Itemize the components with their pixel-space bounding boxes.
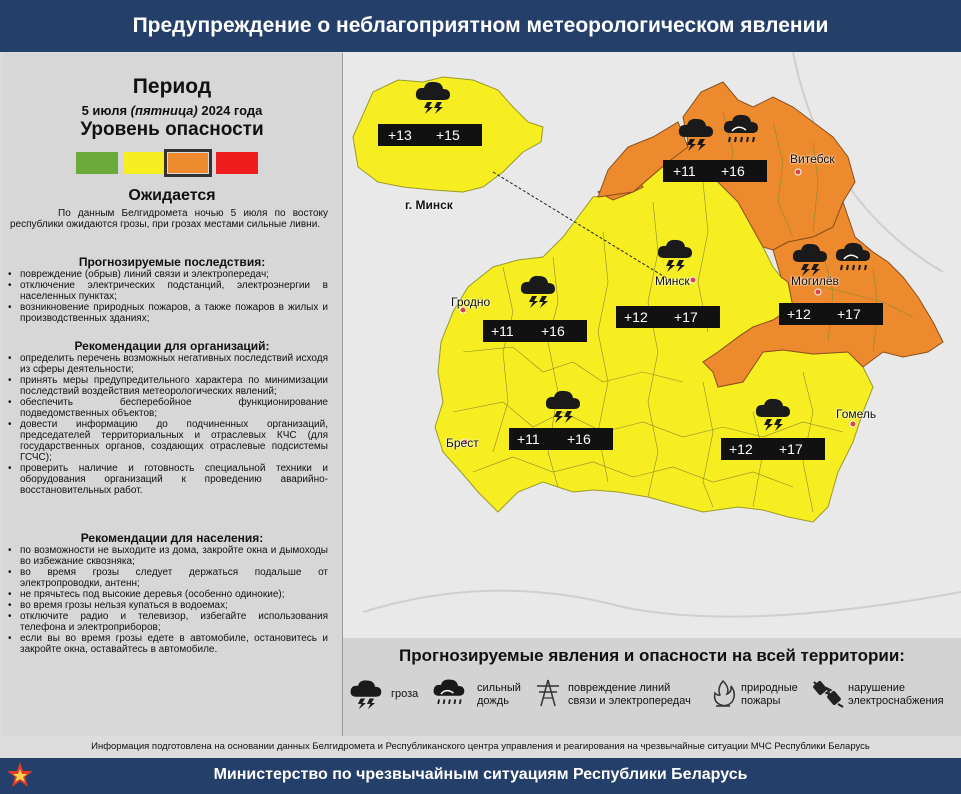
power-line-icon (533, 678, 563, 708)
thunderstorm-icon (348, 678, 384, 710)
list-item: • определить перечень возможных негативных последствий исходя из сферы деятельности; (8, 353, 328, 375)
list-item: • отключение электрических подстанций, электроэнергии в населенных пунктах; (8, 280, 328, 302)
list-item: • если вы во время грозы едете в автомобиле, остановитесь и закройте окна, оставайтесь в автомобиле. (8, 633, 328, 655)
org-recommendations-list (8, 353, 328, 496)
temp-max: +17 (837, 306, 861, 322)
temp-box-gomel (721, 438, 825, 460)
legend-box (343, 638, 961, 736)
temp-min: +11 (517, 431, 540, 447)
page-header (0, 0, 961, 52)
list-item: • принять меры предупредительного характера по минимизации последствий воздействия метеорологических явлений; (8, 375, 328, 397)
temp-max: +16 (541, 323, 565, 339)
city-label-brest: Брест (446, 436, 479, 450)
temp-box-brest (509, 428, 613, 450)
period-date (2, 103, 342, 118)
city-label-vitebsk: Витебск (790, 152, 835, 166)
temp-min: +13 (388, 127, 412, 143)
legend-label-line: дождь (477, 695, 509, 707)
pop-recommendations-title: Рекомендации для населения: (80, 531, 264, 545)
info-panel (2, 53, 343, 736)
legend-label-power-line (568, 682, 691, 708)
legend-title: Прогнозируемые явления и опасности на всей территории: (399, 646, 905, 665)
temp-box-minsk-city (378, 124, 482, 146)
temp-max: +15 (436, 127, 460, 143)
legend-label-thunderstorm: гроза (391, 688, 419, 700)
legend-label-line: повреждение линий (568, 682, 671, 694)
level-orange-selected (168, 153, 208, 173)
legend-label-line: сильный (477, 682, 521, 694)
power-outage-icon (811, 678, 845, 708)
level-yellow (123, 152, 165, 174)
legend-label-wildfire (741, 682, 798, 708)
legend-label-power-outage (848, 682, 944, 708)
temp-min: +12 (787, 306, 811, 322)
list-item: • не прячьтесь под высокие деревья (особенно одинокие); (8, 589, 328, 600)
legend-label-heavy-rain (477, 682, 521, 708)
weather-map (343, 52, 961, 638)
source-info: Информация подготовлена на основании данных Белгидромета и Республиканского центра управления и реагирования на чрезвычайные ситуации МЧС Республики Беларусь (91, 741, 870, 752)
page-title: Предупреждение о неблагоприятном метеорологическом явлении (132, 14, 829, 37)
city-label-mogilev: Могилёв (791, 274, 839, 288)
temp-box-minsk-region (616, 306, 720, 328)
temp-min: +11 (673, 163, 696, 179)
level-red (216, 152, 258, 174)
temp-min: +12 (729, 441, 753, 457)
period-title: Период (132, 75, 212, 98)
city-label-grodno: Гродно (451, 295, 491, 309)
temp-box-mogilev (779, 303, 883, 325)
legend-label-line: электроснабжения (848, 695, 944, 707)
city-label-minsk: Минск (655, 274, 690, 288)
danger-level-title: Уровень опасности (80, 119, 264, 140)
page-footer (0, 758, 961, 794)
temp-box-grodno (483, 320, 587, 342)
level-green (76, 152, 118, 174)
legend-label-line: нарушение (848, 682, 905, 694)
footer-title: Министерство по чрезвычайным ситуациям Республики Беларусь (213, 766, 748, 783)
legend-label-line: связи и электропередач (568, 695, 691, 707)
temp-box-vitebsk (663, 160, 767, 182)
temp-min: +11 (491, 323, 514, 339)
expected-text: По данным Белгидромета ночью 5 июля по востоку республики ожидаются грозы, при грозах местами сильные ливни. (10, 208, 328, 230)
temp-max: +16 (567, 431, 591, 447)
legend-label-line: пожары (741, 695, 781, 707)
temp-max: +16 (721, 163, 745, 179)
heavy-rain-icon (431, 678, 467, 710)
list-item: • во время грозы следует держаться подальше от электропроводки, антенн; (8, 567, 328, 589)
list-item: • обеспечить бесперебойное функционирование подведомственных объектов; (8, 397, 328, 419)
expected-title: Ожидается (128, 187, 216, 204)
list-item: • довести информацию до подчиненных организаций, председателей территориальных и отраслевых КЧС (для государственных органов, создающих отраслевые подсистемы ГСЧС); (8, 419, 328, 463)
legend-label-line: природные (741, 682, 798, 694)
temp-max: +17 (779, 441, 803, 457)
list-item: • проверить наличие и готовность специальной техники и оборудования организаций к проведению аварийно-восстановительных работ. (8, 463, 328, 496)
date-year: 2024 года (201, 103, 263, 118)
list-item: • по возможности не выходите из дома, закройте окна и дымоходы во избежание сквозняка; (8, 545, 328, 567)
city-label-gomel: Гомель (836, 407, 877, 421)
temp-max: +17 (674, 309, 698, 325)
wildfire-icon (708, 678, 738, 708)
list-item: • возникновение природных пожаров, а также пожаров в жилых и производственных зданиях; (8, 302, 328, 324)
org-recommendations-title: Рекомендации для организаций: (74, 339, 270, 353)
list-item: • повреждение (обрыв) линий связи и электропередач; (8, 269, 328, 280)
list-item: • отключите радио и телевизор, избегайте использования телефона и электроприборов; (8, 611, 328, 633)
consequences-title: Прогнозируемые последствия: (78, 255, 266, 269)
temp-min: +12 (624, 309, 648, 325)
pop-recommendations-list (8, 545, 328, 655)
consequences-list (8, 269, 328, 324)
date-day: 5 июля (81, 103, 128, 118)
date-weekday: (пятница) (130, 103, 198, 118)
city-label-minsk-inset: г. Минск (405, 198, 453, 212)
list-item: • во время грозы нельзя купаться в водоемах; (8, 600, 328, 611)
